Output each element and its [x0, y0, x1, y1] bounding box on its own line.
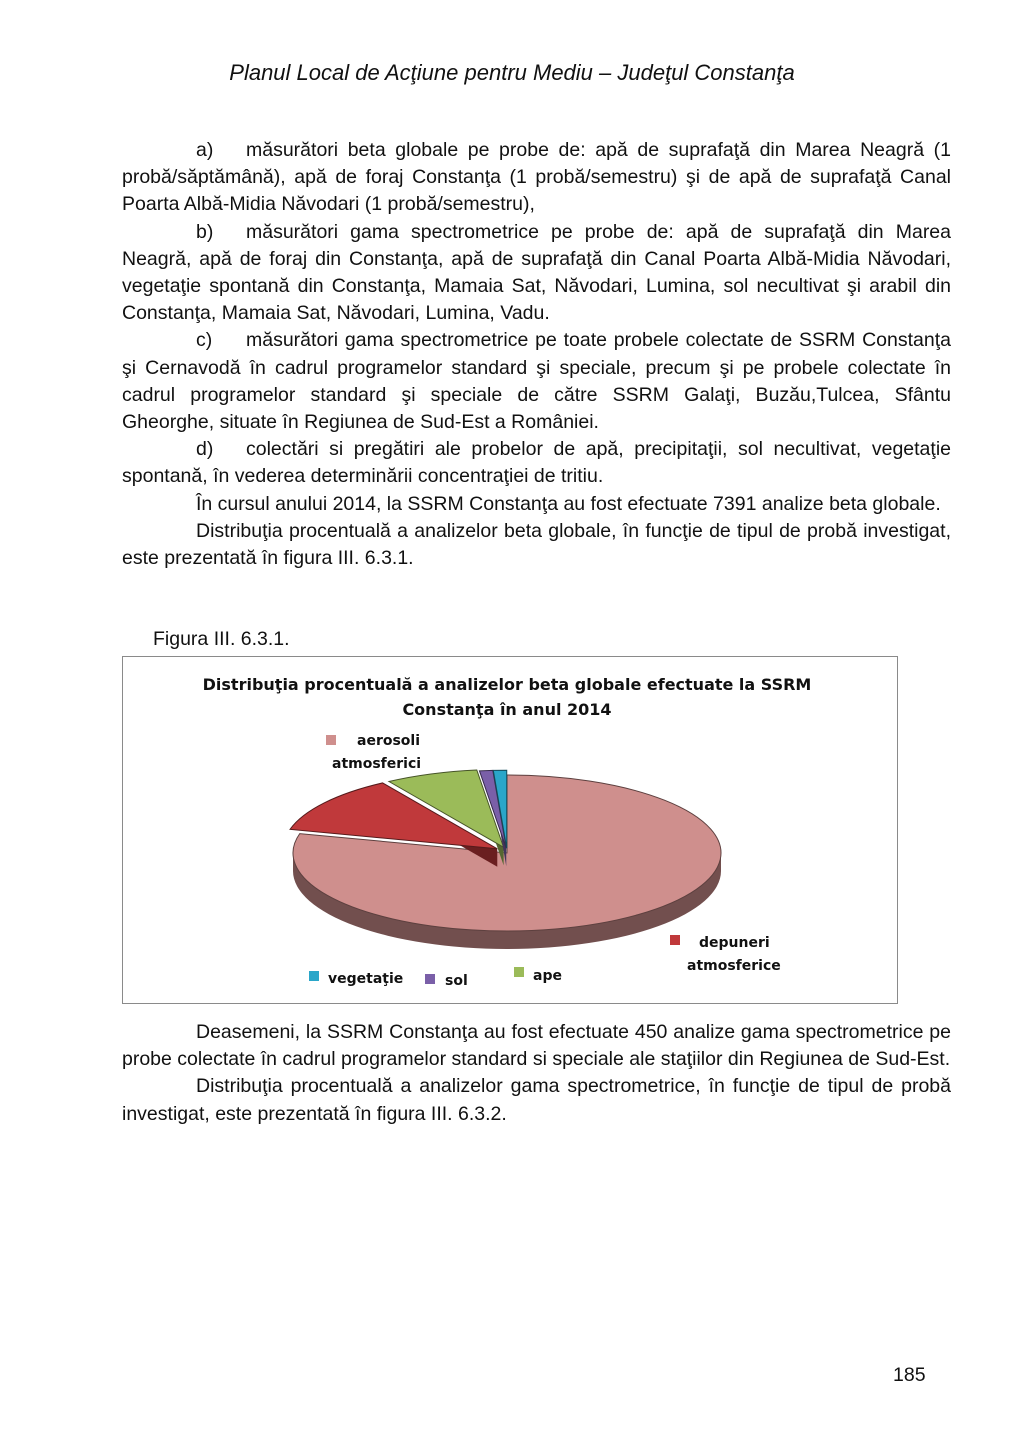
- list-label: b): [196, 220, 214, 243]
- legend-label-ape: ape: [533, 968, 562, 984]
- pie-chart: [122, 656, 898, 1004]
- paragraph-gamma-count: Deasemeni, la SSRM Constanţa au fost efectuate 450 analize gama spectrometrice pe probe colectate în cadrul programelor standard si speciale ale staţiilor din Regiunea de Sud-Est.: [122, 1021, 951, 1071]
- legend-label-vegetatie: vegetaţie: [328, 971, 404, 987]
- figure-caption: Figura III. 6.3.1.: [153, 628, 290, 650]
- page-number: 185: [893, 1364, 926, 1386]
- legend-label-aerosoli-line-1: aerosoli: [357, 733, 421, 749]
- list-item-c: [122, 327, 951, 436]
- list-text: măsurători gama spectrometrice pe toate probele colectate de SSRM Constanţa şi Cernavodă în cadrul programelor standard şi speciale, precum şi pe probele colectate în cadrul programelor standard şi speciale de către SSRM Galaţi, Buzău,Tulcea, Sfântu Gheorghe, situate în Regiunea de Sud-Est a României.: [122, 329, 951, 434]
- legend-label-depuneri-line-1: depuneri: [699, 935, 770, 951]
- list-text: măsurători beta globale pe probe de: apă de suprafaţă din Marea Neagră (1 probă/săptămână), apă de foraj Constanţa (1 probă/semestru) şi de apă de suprafaţă Canal Poarta Albă-Midia Năvodari (1 probă/semestru),: [122, 139, 951, 216]
- list-label: d): [196, 438, 214, 461]
- legend-label-depuneri-line-2: atmosferice: [687, 958, 781, 974]
- list-label: a): [196, 139, 214, 161]
- legend-swatch-depuneri: [670, 935, 680, 945]
- list-item-a: [122, 137, 951, 219]
- list-item-b: [122, 219, 951, 328]
- pie-slices: [290, 770, 721, 949]
- legend-swatch-aerosoli: [326, 735, 336, 745]
- chart-title-line-1: Distribuţia procentuală a analizelor beta globale efectuate la SSRM: [202, 675, 812, 694]
- legend-swatch-sol: [425, 974, 435, 984]
- chart-title-line-2: Constanţa în anul 2014: [402, 700, 612, 719]
- paragraph-beta-distribution: Distribuţia procentuală a analizelor beta globale, în funcţie de tipul de probă investigat, este prezentată în figura III. 6.3.1.: [122, 519, 951, 570]
- body-text-top: [122, 137, 951, 572]
- legend-label-sol: sol: [445, 973, 468, 989]
- paragraph-gamma-distribution: Distribuţia procentuală a analizelor gama spectrometrice, în funcţie de tipul de probă investigat, este prezentată în figura III. 6.3.2.: [122, 1075, 951, 1125]
- paragraph-beta-count: În cursul anului 2014, la SSRM Constanţa au fost efectuate 7391 analize beta globale.: [196, 492, 941, 515]
- pie-chart-svg: [123, 657, 897, 1003]
- list-item-d: [122, 436, 951, 490]
- legend-swatch-vegetatie: [309, 971, 319, 981]
- legend-swatch-ape: [514, 967, 524, 977]
- list-label: c): [196, 329, 213, 352]
- list-text: colectări si pregătiri ale probelor de apă, precipitaţii, sol necultivat, vegetaţie spontană, în vederea determinării concentraţiei de tritiu.: [122, 438, 951, 488]
- legend-label-aerosoli-line-2: atmosferici: [332, 756, 422, 772]
- body-text-bottom: [122, 1019, 951, 1128]
- list-text: măsurători gama spectrometrice pe probe de: apă de suprafaţă din Marea Neagră, apă de foraj din Constanţa, apă de suprafaţă din Canal Poarta Albă-Midia Năvodari, vegetaţie spontană din Constanţa, Mamaia Sat, Năvodari, Lumina, sol necultivat şi arabil din Constanţa, Mamaia Sat, Năvodari, Lumina, Vadu.: [122, 220, 951, 325]
- page-header: Planul Local de Acţiune pentru Mediu – Judeţul Constanţa: [229, 60, 795, 85]
